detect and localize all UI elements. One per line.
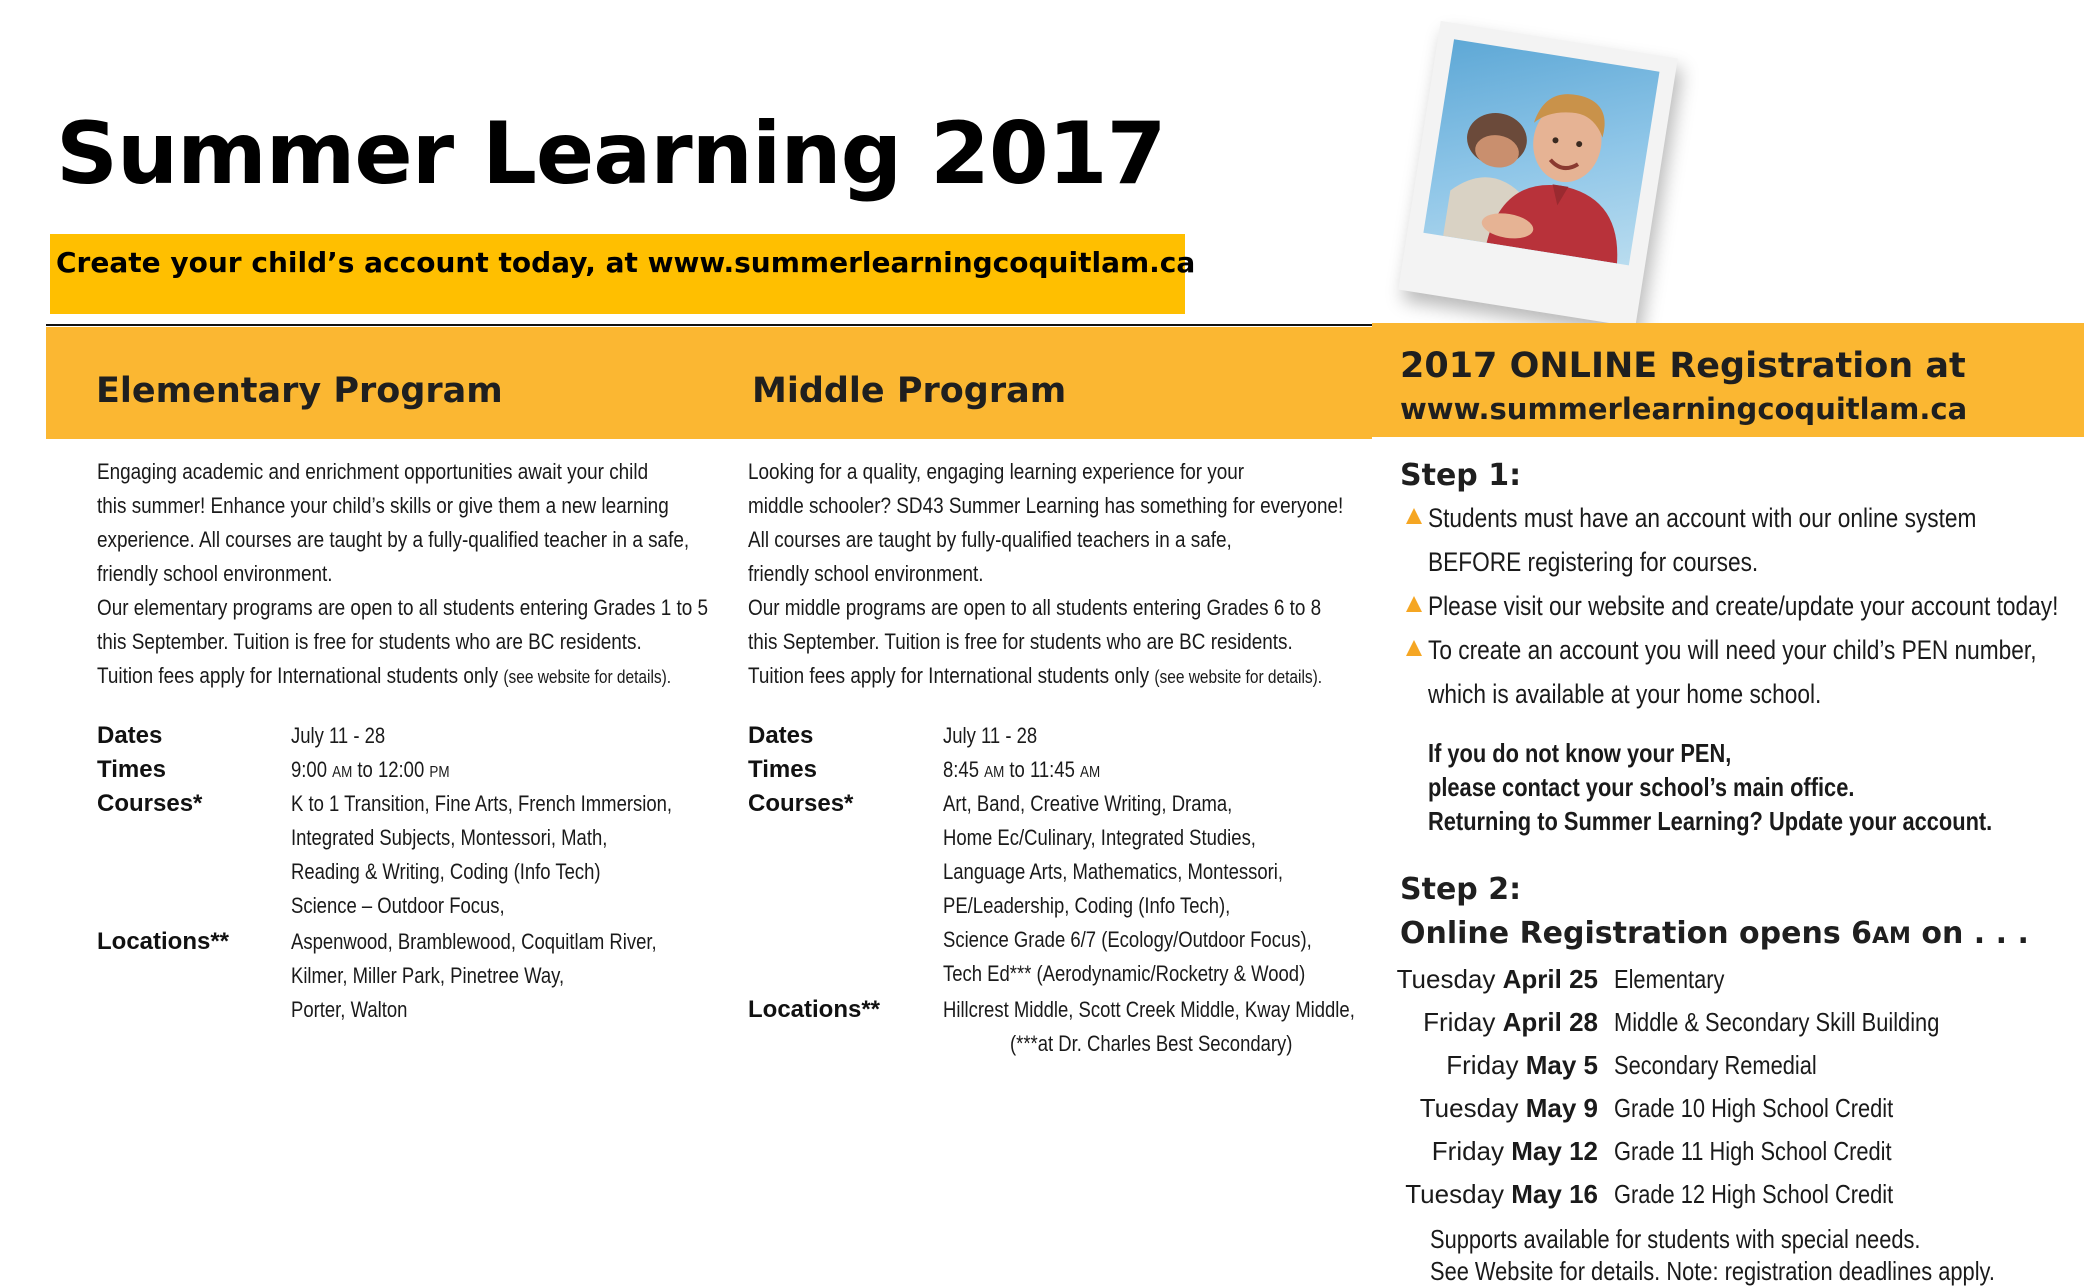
elementary-times-label: Times xyxy=(97,756,166,783)
elementary-times-value xyxy=(291,753,450,790)
header-rule xyxy=(46,324,1372,326)
schedule-weekday: Tuesday xyxy=(1419,1093,1519,1123)
intro-line: Our elementary programs are open to all students entering Grades 1 to 5 xyxy=(97,595,709,620)
pen-note-line: If you do not know your PEN, xyxy=(1428,738,1732,768)
intro-line: this September. Tuition is free for students who are BC residents. xyxy=(97,629,642,654)
step2-subheading xyxy=(1400,916,2029,951)
schedule-date xyxy=(1362,1136,1598,1167)
course-line: Reading & Writing, Coding (Info Tech) xyxy=(291,859,601,884)
middle-locations-label: Locations** xyxy=(748,996,881,1023)
schedule-date xyxy=(1362,1050,1598,1081)
middle-intro xyxy=(748,455,1343,694)
location-line: Aspenwood, Bramblewood, Coquitlam River, xyxy=(291,929,657,954)
registration-url: www.summerlearningcoquitlam.ca xyxy=(1400,392,1968,426)
schedule-date xyxy=(1362,1093,1598,1124)
middle-locations-note: (***at Dr. Charles Best Secondary) xyxy=(1010,1031,1293,1056)
intro-note: (see website for details). xyxy=(503,667,672,687)
schedule-program: Grade 10 High School Credit xyxy=(1614,1093,1894,1123)
schedule-day: May 16 xyxy=(1511,1179,1598,1209)
time-to: to xyxy=(357,757,373,782)
schedule-weekday: Tuesday xyxy=(1396,964,1496,994)
schedule-day: April 28 xyxy=(1502,1007,1598,1037)
course-line: Tech Ed*** (Aerodynamic/Rocketry & Wood) xyxy=(943,961,1306,986)
time-start: 8:45 xyxy=(943,757,979,782)
step2-heading: Step 2: xyxy=(1400,872,1522,907)
intro-line: All courses are taught by fully-qualified teachers in a safe, xyxy=(748,527,1232,552)
intro-last: Tuition fees apply for International students only xyxy=(748,663,1150,688)
schedule-day: May 9 xyxy=(1525,1093,1598,1123)
schedule-weekday: Friday xyxy=(1446,1050,1519,1080)
bullet-triangle-icon xyxy=(1406,596,1422,612)
account-banner xyxy=(50,234,1196,314)
course-line: Science – Outdoor Focus, xyxy=(291,893,505,918)
schedule-day: May 5 xyxy=(1525,1050,1598,1080)
step1-heading: Step 1: xyxy=(1400,458,1522,493)
intro-line: Engaging academic and enrichment opportunities await your child xyxy=(97,459,649,484)
pen-note-line: please contact your school’s main office. xyxy=(1428,772,1855,802)
schedule-day: April 25 xyxy=(1502,964,1598,994)
time-start-suffix: AM xyxy=(332,764,353,781)
time-start: 9:00 xyxy=(291,757,327,782)
time-end-suffix: PM xyxy=(429,764,450,781)
step2-subheading-am: AM xyxy=(1872,924,1911,949)
course-line: Home Ec/Culinary, Integrated Studies, xyxy=(943,825,1256,850)
middle-times-label: Times xyxy=(748,756,817,783)
schedule-date xyxy=(1362,964,1598,995)
location-line: Kilmer, Miller Park, Pinetree Way, xyxy=(291,963,565,988)
schedule-day: May 12 xyxy=(1511,1136,1598,1166)
intro-line xyxy=(97,659,708,694)
bullet-line: Please visit our website and create/update your account today! xyxy=(1428,591,2059,621)
intro-line: friendly school environment. xyxy=(97,561,333,586)
time-end: 12:00 xyxy=(377,757,425,782)
course-line: Science Grade 6/7 (Ecology/Outdoor Focus), xyxy=(943,927,1312,952)
bullet-line: which is available at your home school. xyxy=(1428,679,1822,709)
intro-note: (see website for details). xyxy=(1154,667,1323,687)
intro-last: Tuition fees apply for International students only xyxy=(97,663,499,688)
elementary-heading: Elementary Program xyxy=(96,371,503,411)
middle-courses-list xyxy=(943,787,1312,991)
schedule-date xyxy=(1362,1007,1598,1038)
step2-subheading-post: on . . . xyxy=(1910,916,2029,951)
registration-heading: 2017 ONLINE Registration at xyxy=(1400,346,1966,386)
supports-note: Supports available for students with special needs. xyxy=(1430,1224,1921,1254)
step2-subheading-pre: Online Registration opens 6 xyxy=(1400,916,1873,951)
intro-line: this summer! Enhance your child’s skills or give them a new learning xyxy=(97,493,669,518)
middle-locations-line: Hillcrest Middle, Scott Creek Middle, Kway Middle, xyxy=(943,997,1355,1022)
time-start-suffix: AM xyxy=(984,764,1005,781)
schedule-program: Secondary Remedial xyxy=(1614,1050,1817,1080)
intro-line: middle schooler? SD43 Summer Learning has something for everyone! xyxy=(748,493,1344,518)
schedule-weekday: Friday xyxy=(1431,1136,1505,1166)
schedule-date xyxy=(1362,1179,1598,1210)
elementary-courses-label: Courses* xyxy=(97,790,203,817)
intro-line: Our middle programs are open to all students entering Grades 6 to 8 xyxy=(748,595,1322,620)
step1-bullet xyxy=(1428,496,1976,584)
student-photo-image xyxy=(1423,39,1659,265)
time-to: to xyxy=(1009,757,1025,782)
course-line: Integrated Subjects, Montessori, Math, xyxy=(291,825,608,850)
middle-dates-value: July 11 - 28 xyxy=(943,723,1038,748)
pen-note-line: Returning to Summer Learning? Update your account. xyxy=(1428,806,1993,836)
schedule-program: Elementary xyxy=(1614,964,1725,994)
course-line: PE/Leadership, Coding (Info Tech), xyxy=(943,893,1231,918)
intro-line: friendly school environment. xyxy=(748,561,984,586)
elementary-intro xyxy=(97,455,708,694)
elementary-courses-list xyxy=(291,787,672,923)
elementary-locations-label: Locations** xyxy=(97,928,230,955)
elementary-locations-list xyxy=(291,925,657,1027)
bullet-line: Students must have an account with our online system xyxy=(1428,503,1977,533)
bullet-triangle-icon xyxy=(1406,508,1422,524)
account-banner-text: Create your child’s account today, at www.summerlearningcoquitlam.ca xyxy=(56,246,1196,279)
intro-line: experience. All courses are taught by a fully-qualified teacher in a safe, xyxy=(97,527,690,552)
time-end: 11:45 xyxy=(1029,757,1075,782)
schedule-program: Middle & Secondary Skill Building xyxy=(1614,1007,1940,1037)
website-note: See Website for details. Note: registration deadlines apply. xyxy=(1430,1256,1995,1286)
bullet-line: BEFORE registering for courses. xyxy=(1428,547,1759,577)
course-line: Art, Band, Creative Writing, Drama, xyxy=(943,791,1233,816)
pen-note xyxy=(1428,736,1992,838)
middle-courses-label: Courses* xyxy=(748,790,854,817)
intro-line: this September. Tuition is free for students who are BC residents. xyxy=(748,629,1293,654)
page-title: Summer Learning 2017 xyxy=(56,104,1166,204)
schedule-program: Grade 12 High School Credit xyxy=(1614,1179,1894,1209)
elementary-dates-label: Dates xyxy=(97,722,163,749)
step1-bullet xyxy=(1428,628,2037,716)
student-photo xyxy=(1398,21,1678,327)
location-line: Porter, Walton xyxy=(291,997,408,1022)
schedule-program: Grade 11 High School Credit xyxy=(1614,1136,1892,1166)
bullet-triangle-icon xyxy=(1406,640,1422,656)
bullet-line: To create an account you will need your child’s PEN number, xyxy=(1428,635,2037,665)
intro-line: Looking for a quality, engaging learning experience for your xyxy=(748,459,1245,484)
elementary-dates-value: July 11 - 28 xyxy=(291,723,386,748)
step1-bullet xyxy=(1428,584,2058,628)
middle-times-value xyxy=(943,753,1100,790)
course-line: Language Arts, Mathematics, Montessori, xyxy=(943,859,1284,884)
schedule-weekday: Tuesday xyxy=(1405,1179,1505,1209)
course-line: K to 1 Transition, Fine Arts, French Immersion, xyxy=(291,791,673,816)
middle-dates-label: Dates xyxy=(748,722,814,749)
schedule-weekday: Friday xyxy=(1423,1007,1496,1037)
middle-heading: Middle Program xyxy=(752,371,1067,411)
intro-line xyxy=(748,659,1343,694)
time-end-suffix: AM xyxy=(1080,764,1101,781)
